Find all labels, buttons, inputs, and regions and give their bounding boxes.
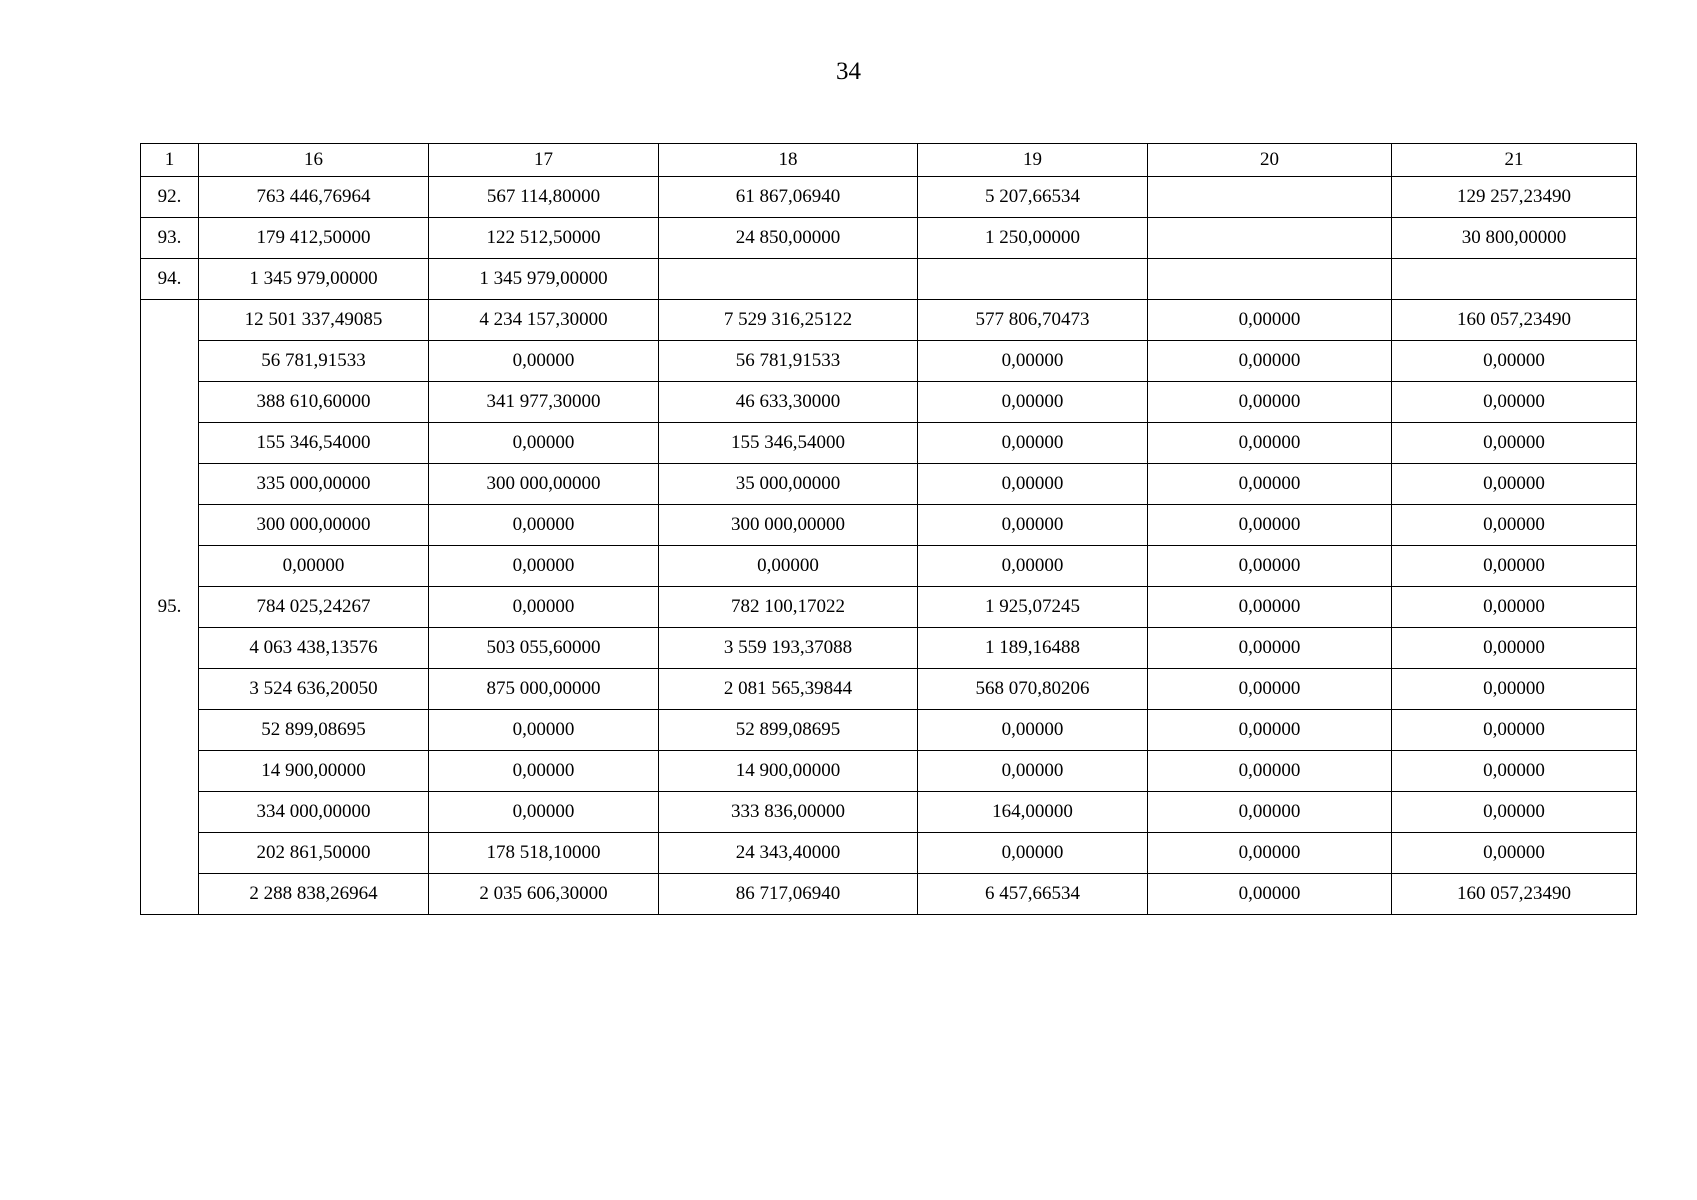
table-cell [1392, 259, 1637, 300]
table-cell: 0,00000 [1392, 464, 1637, 505]
table-cell: 0,00000 [429, 505, 659, 546]
table-cell: 178 518,10000 [429, 833, 659, 874]
table-row [141, 833, 1637, 874]
table-row [141, 751, 1637, 792]
table-cell: 0,00000 [1392, 792, 1637, 833]
table-cell: 0,00000 [918, 341, 1148, 382]
table-cell: 7 529 316,25122 [659, 300, 918, 341]
table-cell: 0,00000 [918, 710, 1148, 751]
table-cell: 61 867,06940 [659, 177, 918, 218]
table-cell: 0,00000 [1148, 341, 1392, 382]
column-header: 21 [1392, 144, 1637, 177]
table-cell: 0,00000 [918, 464, 1148, 505]
table-cell: 2 035 606,30000 [429, 874, 659, 915]
table-cell: 0,00000 [1148, 710, 1392, 751]
table-cell: 160 057,23490 [1392, 300, 1637, 341]
table-cell: 52 899,08695 [199, 710, 429, 751]
table-row [141, 505, 1637, 546]
table-cell: 129 257,23490 [1392, 177, 1637, 218]
table-cell: 0,00000 [1392, 751, 1637, 792]
table-cell: 4 234 157,30000 [429, 300, 659, 341]
table-cell: 122 512,50000 [429, 218, 659, 259]
table-cell: 0,00000 [1148, 300, 1392, 341]
table-cell: 0,00000 [1392, 628, 1637, 669]
table-cell: 300 000,00000 [429, 464, 659, 505]
table-cell: 0,00000 [1148, 792, 1392, 833]
table-cell: 0,00000 [429, 341, 659, 382]
table-cell: 0,00000 [429, 710, 659, 751]
table-cell: 0,00000 [1392, 505, 1637, 546]
table-body [141, 177, 1637, 915]
table-row [141, 669, 1637, 710]
table-cell: 12 501 337,49085 [199, 300, 429, 341]
row-number-cell: 92. [141, 177, 199, 218]
table-cell: 0,00000 [1148, 628, 1392, 669]
table-cell: 0,00000 [918, 751, 1148, 792]
table-cell: 24 850,00000 [659, 218, 918, 259]
table-cell: 155 346,54000 [199, 423, 429, 464]
table-cell [1148, 259, 1392, 300]
table-cell: 0,00000 [1148, 382, 1392, 423]
table-cell: 763 446,76964 [199, 177, 429, 218]
table-cell: 334 000,00000 [199, 792, 429, 833]
table-cell: 1 250,00000 [918, 218, 1148, 259]
table-cell: 0,00000 [1392, 341, 1637, 382]
table-row [141, 382, 1637, 423]
column-header: 18 [659, 144, 918, 177]
table-row [141, 259, 1637, 300]
table-cell [1148, 177, 1392, 218]
table-cell: 0,00000 [429, 587, 659, 628]
table-cell: 1 345 979,00000 [199, 259, 429, 300]
table-row [141, 423, 1637, 464]
table-cell: 0,00000 [1148, 751, 1392, 792]
table-cell: 0,00000 [1392, 669, 1637, 710]
table-cell: 52 899,08695 [659, 710, 918, 751]
table-cell: 0,00000 [1392, 587, 1637, 628]
table-cell: 0,00000 [1148, 874, 1392, 915]
table-cell [659, 259, 918, 300]
table-cell: 875 000,00000 [429, 669, 659, 710]
table-cell: 155 346,54000 [659, 423, 918, 464]
table-cell: 1 189,16488 [918, 628, 1148, 669]
table-cell: 160 057,23490 [1392, 874, 1637, 915]
table-cell: 164,00000 [918, 792, 1148, 833]
table-cell: 0,00000 [1148, 505, 1392, 546]
row-number-cell: 93. [141, 218, 199, 259]
table-cell: 3 559 193,37088 [659, 628, 918, 669]
data-table [140, 143, 1637, 915]
column-header: 17 [429, 144, 659, 177]
table-cell: 782 100,17022 [659, 587, 918, 628]
table-cell: 0,00000 [1148, 464, 1392, 505]
table-cell: 56 781,91533 [199, 341, 429, 382]
table-row [141, 218, 1637, 259]
table-cell [1148, 218, 1392, 259]
table-row [141, 300, 1637, 341]
table-cell: 30 800,00000 [1392, 218, 1637, 259]
table-cell: 388 610,60000 [199, 382, 429, 423]
row-number-cell: 94. [141, 259, 199, 300]
table-cell: 577 806,70473 [918, 300, 1148, 341]
table-cell: 0,00000 [1148, 587, 1392, 628]
table-cell: 0,00000 [918, 423, 1148, 464]
table-cell: 0,00000 [1148, 546, 1392, 587]
table-cell: 202 861,50000 [199, 833, 429, 874]
table-cell: 335 000,00000 [199, 464, 429, 505]
table-cell: 1 345 979,00000 [429, 259, 659, 300]
table-cell: 0,00000 [429, 751, 659, 792]
row-number-cell: 95. [141, 300, 199, 915]
table-cell: 341 977,30000 [429, 382, 659, 423]
table-cell: 0,00000 [429, 792, 659, 833]
table-row [141, 464, 1637, 505]
table-cell [918, 259, 1148, 300]
table-cell: 0,00000 [1392, 382, 1637, 423]
table-row [141, 792, 1637, 833]
table-cell: 0,00000 [659, 546, 918, 587]
table-cell: 784 025,24267 [199, 587, 429, 628]
table-row [141, 710, 1637, 751]
table-cell: 5 207,66534 [918, 177, 1148, 218]
table-cell: 14 900,00000 [659, 751, 918, 792]
table-cell: 0,00000 [1392, 546, 1637, 587]
table-cell: 567 114,80000 [429, 177, 659, 218]
table-cell: 1 925,07245 [918, 587, 1148, 628]
table-cell: 56 781,91533 [659, 341, 918, 382]
table-cell: 3 524 636,20050 [199, 669, 429, 710]
table-header [141, 144, 1637, 177]
table-cell: 0,00000 [918, 833, 1148, 874]
table-cell: 0,00000 [1392, 423, 1637, 464]
table-cell: 0,00000 [429, 423, 659, 464]
table-cell: 0,00000 [918, 505, 1148, 546]
table-row [141, 628, 1637, 669]
table-cell: 300 000,00000 [659, 505, 918, 546]
table-cell: 0,00000 [918, 382, 1148, 423]
table-cell: 568 070,80206 [918, 669, 1148, 710]
table-cell: 86 717,06940 [659, 874, 918, 915]
table-cell: 4 063 438,13576 [199, 628, 429, 669]
table-cell: 35 000,00000 [659, 464, 918, 505]
table-cell: 503 055,60000 [429, 628, 659, 669]
table-cell: 2 081 565,39844 [659, 669, 918, 710]
table-row [141, 874, 1637, 915]
column-header: 20 [1148, 144, 1392, 177]
table-cell: 0,00000 [1148, 423, 1392, 464]
column-header: 1 [141, 144, 199, 177]
table-cell: 300 000,00000 [199, 505, 429, 546]
table-cell: 46 633,30000 [659, 382, 918, 423]
table-cell: 0,00000 [429, 546, 659, 587]
table-row [141, 341, 1637, 382]
table-cell: 2 288 838,26964 [199, 874, 429, 915]
table-cell: 14 900,00000 [199, 751, 429, 792]
table-cell: 333 836,00000 [659, 792, 918, 833]
table-cell: 0,00000 [918, 546, 1148, 587]
table-cell: 0,00000 [199, 546, 429, 587]
table-cell: 179 412,50000 [199, 218, 429, 259]
table-cell: 0,00000 [1148, 833, 1392, 874]
page-number: 34 [836, 58, 861, 85]
table-cell: 24 343,40000 [659, 833, 918, 874]
table-row [141, 177, 1637, 218]
table-cell: 0,00000 [1392, 710, 1637, 751]
table-row [141, 587, 1637, 628]
table-cell: 6 457,66534 [918, 874, 1148, 915]
header-row [141, 144, 1637, 177]
table-row [141, 546, 1637, 587]
table-cell: 0,00000 [1392, 833, 1637, 874]
column-header: 16 [199, 144, 429, 177]
column-header: 19 [918, 144, 1148, 177]
table-cell: 0,00000 [1148, 669, 1392, 710]
